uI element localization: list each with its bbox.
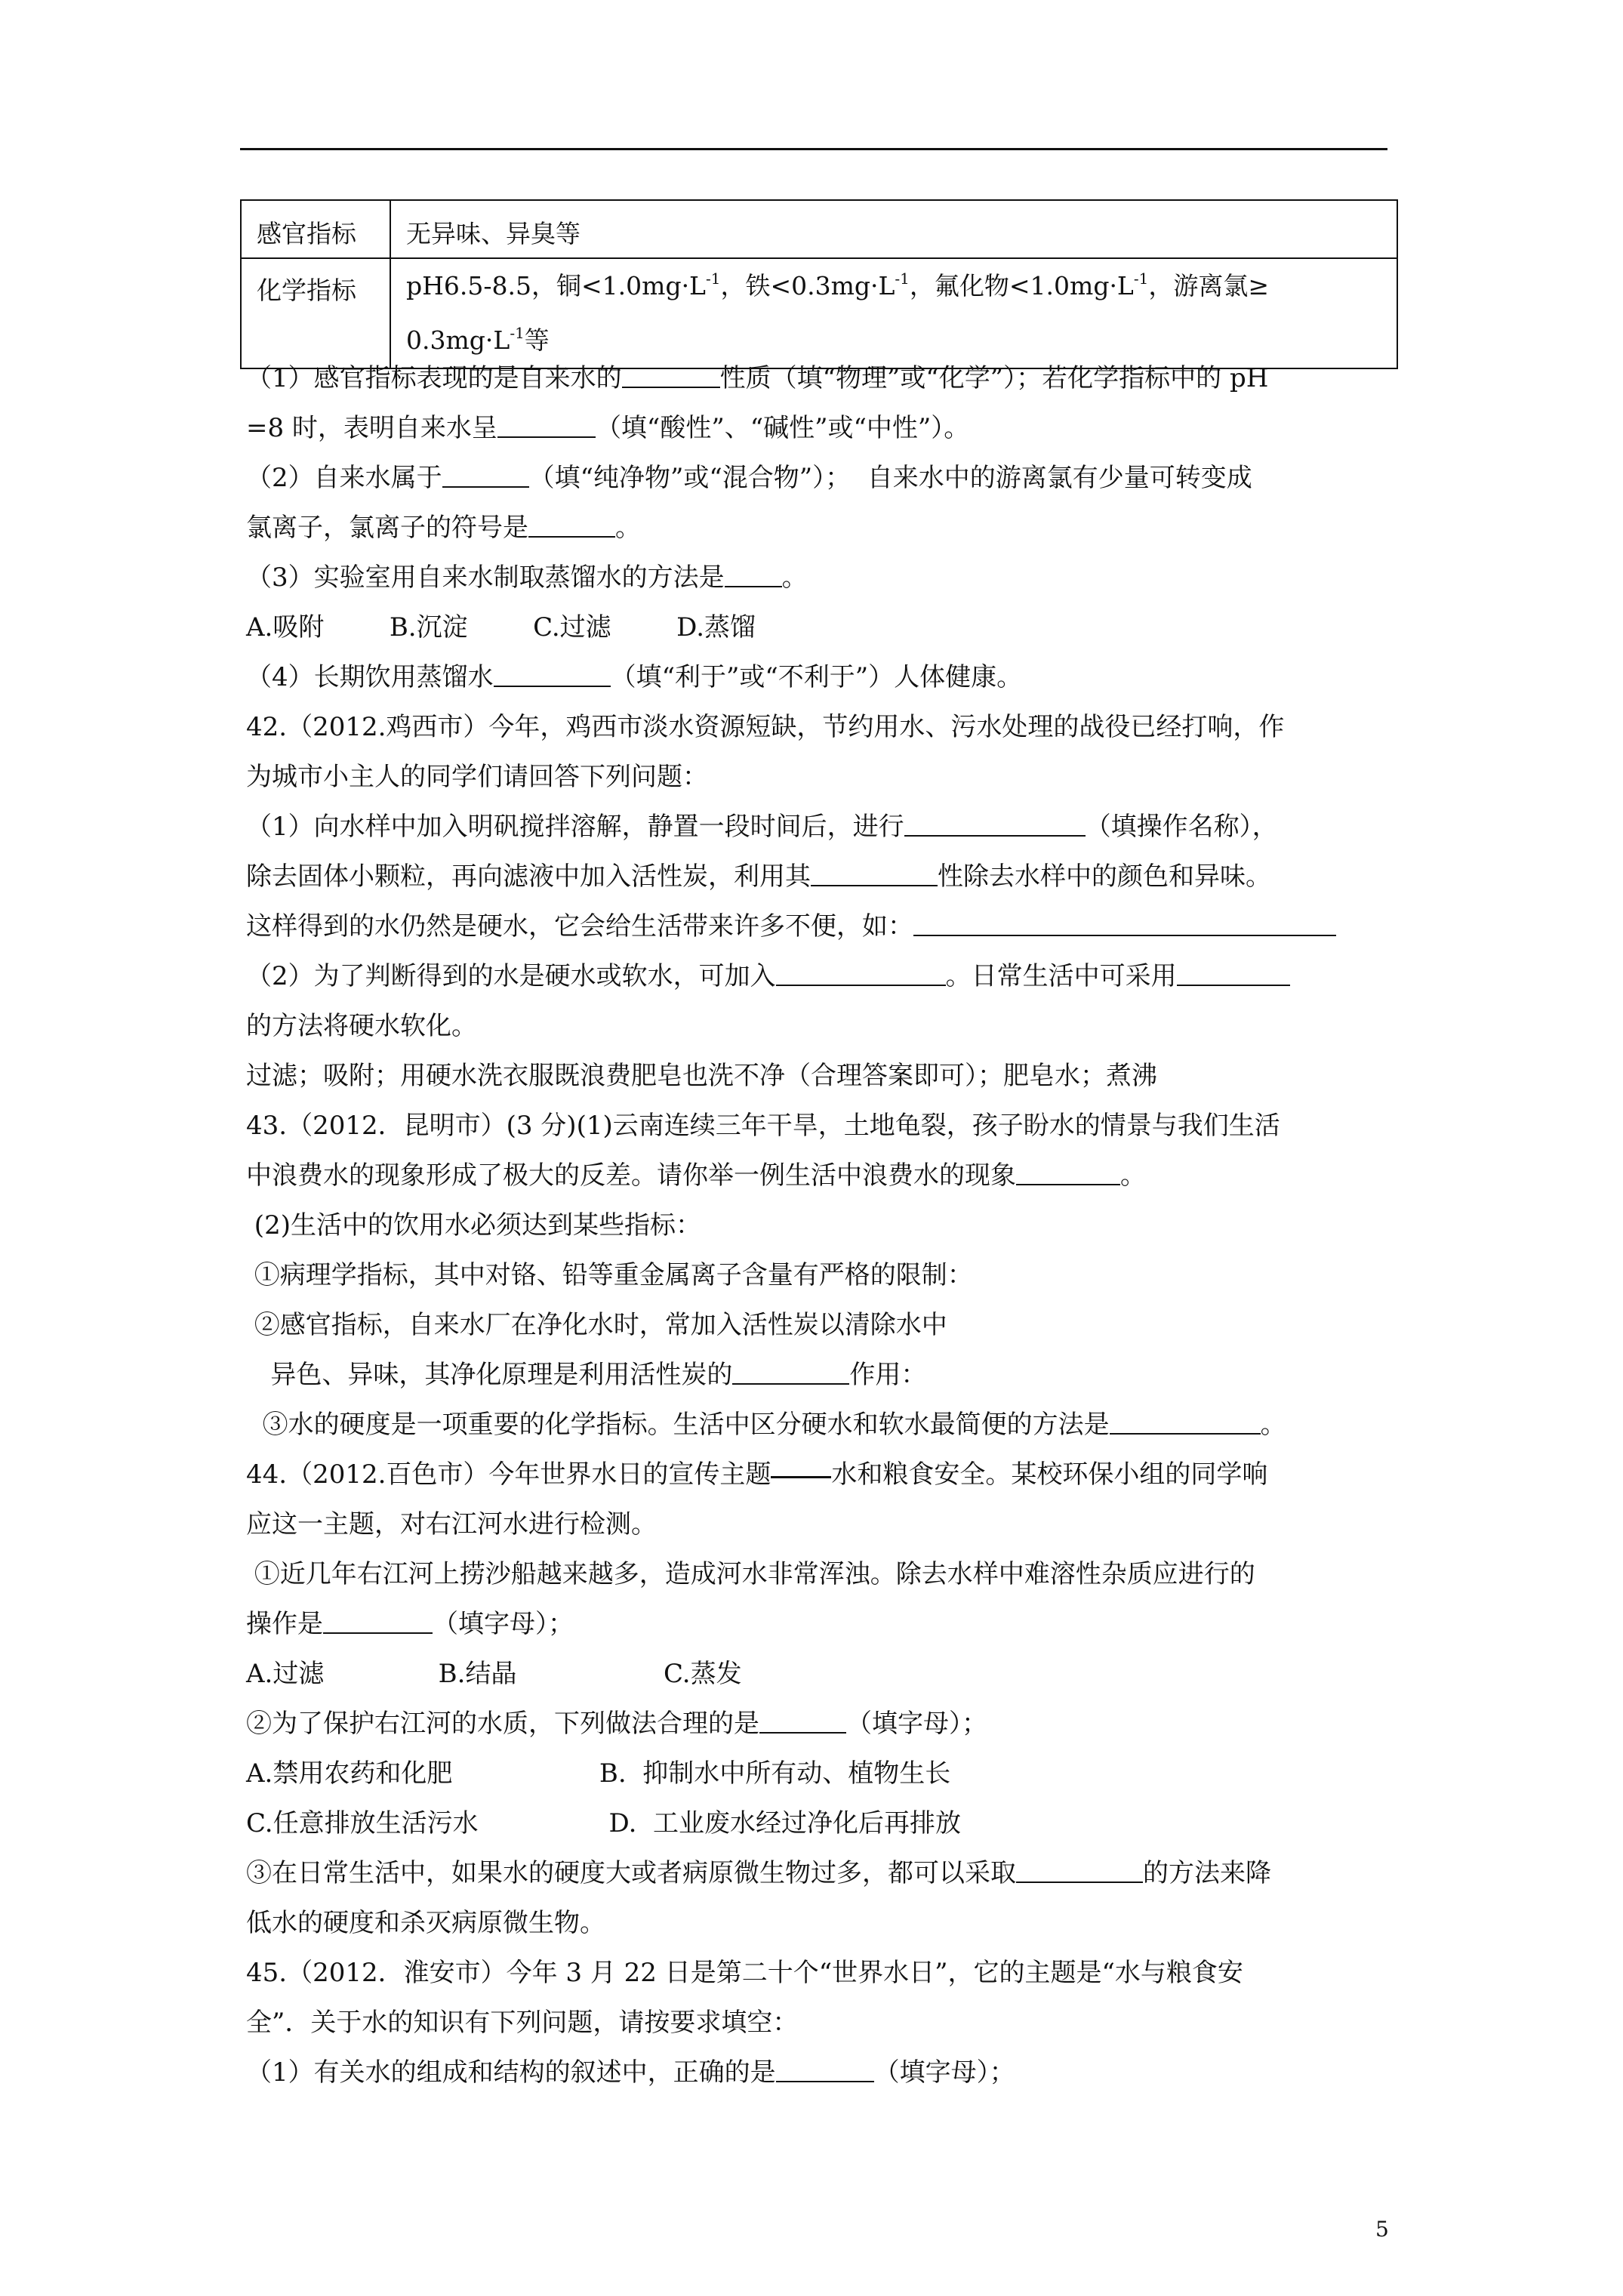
text: =8 时，表明自来水呈 (246, 413, 497, 443)
superscript: -1 (1133, 270, 1149, 288)
text: 异色、异味，其净化原理是利用活性炭的 (246, 1360, 733, 1390)
text: （3）实验室用自来水制取蒸馏水的方法是 (246, 562, 725, 593)
answer-blank (913, 909, 1336, 936)
text: 除去固体小颗粒，再向滤液中加入活性炭，利用其 (246, 861, 811, 892)
table-cell-value: 无异味、异臭等 (390, 200, 1397, 258)
table-cell-value (390, 258, 1397, 368)
answer-blank (732, 1358, 849, 1385)
answer-line: 过滤；吸附；用硬水洗衣服既浪费肥皂也洗不净（合理答案即可）；肥皂水；煮沸 (246, 1061, 1157, 1091)
text-line (246, 802, 1416, 852)
text-line: 应这一主题，对右江河水进行检测。 (246, 1509, 657, 1539)
options-line: A.过滤 B.结晶 C.蒸发 (246, 1659, 742, 1689)
text: ②为了保护右江河的水质，下列做法合理的是 (246, 1709, 759, 1739)
document-body (246, 353, 1416, 2097)
text-line: 低水的硬度和杀灭病原微生物。 (246, 1908, 605, 1938)
text: 0.3mg·L (406, 325, 510, 355)
text: 。 (1120, 1160, 1146, 1191)
answer-blank (1016, 1158, 1120, 1185)
text: （2）自来水属于 (246, 463, 442, 493)
text-line (246, 503, 1416, 553)
text-line: ①病理学指标，其中对铬、铅等重金属离子含量有严格的限制： (246, 1260, 973, 1290)
text-line (246, 1699, 1416, 1749)
superscript: -1 (510, 324, 525, 342)
text: （填“利于”或“不利于”）人体健康。 (610, 662, 1023, 692)
answer-blank (494, 660, 611, 687)
answer-blank (811, 859, 938, 886)
question-heading: 42.（2012.鸡西市）今年，鸡西市淡水资源短缺，节约用水、污水处理的战役已经打响，作 (246, 712, 1285, 742)
answer-blank (904, 809, 1086, 837)
text-line: 全”．关于水的知识有下列问题，请按要求填空： (246, 2008, 799, 2038)
text-line (246, 1599, 1416, 1649)
table-cell-label: 感官指标 (241, 200, 390, 258)
text: 。日常生活中可采用 (945, 961, 1177, 991)
text: 。 (1260, 1410, 1286, 1440)
table-row (241, 258, 1397, 368)
em-dash (771, 1461, 831, 1478)
text: ，氟化物<1.0mg·L (909, 271, 1134, 300)
text: （1）有关水的组成和结构的叙述中，正确的是 (246, 2057, 776, 2088)
answer-blank (1177, 959, 1290, 986)
text: ，游离氯≥ (1148, 271, 1269, 300)
text: 水和粮食安全。某校环保小组的同学响 (831, 1459, 1268, 1490)
text: 这样得到的水仍然是硬水，它会给生活带来许多不便，如： (246, 911, 913, 942)
text: pH6.5-8.5，铜<1.0mg·L (406, 271, 706, 300)
text: ③在日常生活中，如果水的硬度大或者病原微生物过多，都可以采取 (246, 1858, 1016, 1888)
text: （4）长期饮用蒸馏水 (246, 662, 494, 692)
text-line (246, 1848, 1416, 1898)
answer-blank (497, 411, 596, 438)
text-line: ①近几年右江河上捞沙船越来越多，造成河水非常浑浊。除去水样中难溶性杂质应进行的 (246, 1559, 1255, 1589)
question-heading: 43.（2012．昆明市）(3 分)(1)云南连续三年干旱，土地龟裂，孩子盼水的情景与我们生活 (246, 1111, 1280, 1141)
text: （填“酸性”、“碱性”或“中性”）。 (595, 413, 970, 443)
text: 。 (615, 513, 641, 543)
header-rule (240, 148, 1387, 150)
table-cell-label: 化学指标 (241, 258, 390, 368)
text: 等 (524, 325, 550, 355)
text-line (246, 2048, 1416, 2097)
superscript: -1 (895, 270, 910, 288)
water-quality-table (240, 199, 1398, 369)
text: （填操作名称）， (1085, 812, 1278, 842)
text-line (246, 353, 1416, 403)
text: 作用： (849, 1360, 927, 1390)
text: 。 (781, 562, 808, 593)
text: 的方法来降 (1143, 1858, 1271, 1888)
question-heading (246, 1450, 1416, 1499)
answer-blank (725, 560, 782, 587)
text: （2）为了判断得到的水是硬水或软水，可加入 (246, 961, 776, 991)
answer-blank (759, 1706, 846, 1734)
text: （填字母）； (433, 1609, 574, 1639)
answer-blank (442, 461, 529, 488)
text-line (246, 453, 1416, 503)
options-line: A.禁用农药和化肥 B. 抑制水中所有动、植物生长 (246, 1758, 951, 1789)
answer-blank (776, 959, 946, 986)
text: （1）感官指标表现的是自来水的 (246, 363, 622, 393)
text: （填字母）； (846, 1709, 987, 1739)
text-line (246, 1151, 1416, 1200)
text: ，铁<0.3mg·L (720, 271, 895, 300)
page-number: 5 (1375, 2217, 1389, 2242)
text-line: 为城市小主人的同学们请回答下列问题： (246, 762, 708, 792)
answer-blank (323, 1607, 433, 1634)
text-line (246, 553, 1416, 603)
text: （填字母）； (873, 2057, 1015, 2088)
answer-blank (622, 361, 720, 388)
text: 性质（填“物理”或“化学”）；若化学指标中的 pH (719, 363, 1269, 393)
text-line (246, 852, 1416, 901)
text: 性除去水样中的颜色和异味。 (938, 861, 1271, 892)
text-line (246, 1350, 1416, 1400)
text-line: 的方法将硬水软化。 (246, 1011, 477, 1041)
answer-blank (1016, 1856, 1143, 1883)
text: （填“纯净物”或“混合物”）； 自来水中的游离氯有少量可转变成 (528, 463, 1252, 493)
superscript: -1 (705, 270, 721, 288)
answer-blank (1110, 1407, 1261, 1435)
text: （1）向水样中加入明矾搅拌溶解，静置一段时间后，进行 (246, 812, 904, 842)
text: 操作是 (246, 1609, 323, 1639)
answer-blank (528, 510, 615, 538)
options-line: A.吸附 B.沉淀 C.过滤 D.蒸馏 (246, 612, 756, 643)
text: 氯离子，氯离子的符号是 (246, 513, 528, 543)
options-line: C.任意排放生活污水 D. 工业废水经过净化后再排放 (246, 1808, 962, 1838)
text: 44.（2012.百色市）今年世界水日的宣传主题 (246, 1459, 771, 1490)
text-line (246, 1400, 1416, 1450)
question-heading: 45.（2012．淮安市）今年 3 月 22 日是第二十个“世界水日”，它的主题是“水与粮食安 (246, 1958, 1243, 1988)
text-line: ②感官指标，自来水厂在净化水时，常加入活性炭以清除水中 (246, 1310, 947, 1340)
text-line: (2)生活中的饮用水必须达到某些指标： (246, 1210, 701, 1240)
text: ③水的硬度是一项重要的化学指标。生活中区分硬水和软水最简便的方法是 (246, 1410, 1110, 1440)
table-row (241, 200, 1397, 258)
answer-blank (776, 2055, 874, 2082)
text: 中浪费水的现象形成了极大的反差。请你举一例生活中浪费水的现象 (246, 1160, 1016, 1191)
chem-line-1 (406, 259, 1381, 313)
text-line (246, 652, 1416, 702)
text-line (246, 403, 1416, 453)
text-line (246, 951, 1416, 1001)
text-line (246, 901, 1416, 951)
